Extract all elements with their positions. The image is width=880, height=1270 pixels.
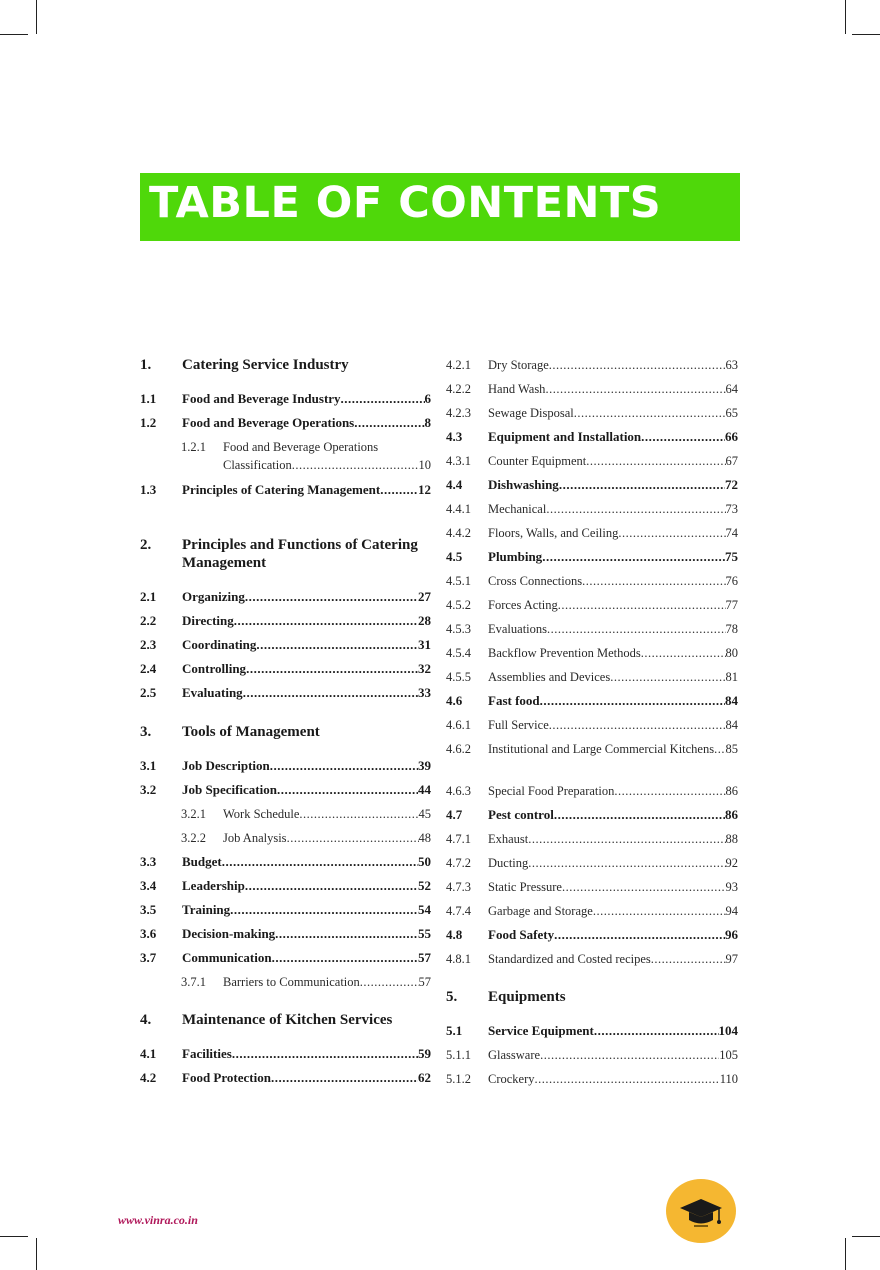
crop-mark [0,1236,28,1237]
toc-entry-page: 31 [418,637,431,652]
dot-leader [540,1046,719,1064]
toc-entry-page: 77 [725,598,738,612]
toc-entry-title: Dishwashing [488,477,559,492]
toc-entry-number: 3.1 [140,758,157,773]
toc-entry-number: 4. [140,1012,152,1028]
toc-entry-number: 1.1 [140,391,157,406]
toc-entry-page: 97 [725,952,738,966]
dot-leader [535,1070,720,1088]
toc-entry-title: Catering Service Industry [182,357,349,373]
dot-leader [614,782,725,800]
toc-entry-number: 4.7.4 [446,904,471,918]
toc-entry-page: 96 [725,927,738,942]
dot-leader [547,620,725,638]
crop-mark [852,1236,880,1237]
toc-entry-page: 57 [418,950,431,965]
crop-mark [36,0,37,34]
toc-entry-title: Food Protection [182,1070,271,1085]
toc-entry-title: Pest control [488,807,554,822]
dot-leader [558,596,726,614]
dot-leader [243,684,418,702]
toc-entry-number: 4.7.1 [446,832,471,846]
toc-entry-page: 62 [418,1070,431,1085]
toc-entry-page: 6 [424,391,431,406]
toc-entry-number: 4.7.2 [446,856,471,870]
toc-entry-page: 39 [418,758,431,773]
dot-leader [245,588,418,606]
toc-entry-page: 85 [725,742,738,756]
toc-entry-title: Directing [182,613,234,628]
toc-entry-page: 44 [418,782,431,797]
toc-entry-title: Equipments [488,989,566,1005]
toc-entry-page: 86 [725,807,738,822]
toc-entry-title: Hand Wash [488,382,546,396]
toc-entry-title: Floors, Walls, and Ceiling [488,526,619,540]
dot-leader [714,740,725,758]
dot-leader [528,830,725,848]
toc-entry-title: Job Analysis [223,831,287,845]
toc-entry-page: 66 [725,429,738,444]
toc-entry-number: 4.2 [140,1070,157,1085]
dot-leader [528,854,725,872]
dot-leader [272,949,418,967]
dot-leader [574,404,726,422]
toc-entry-number: 4.5.5 [446,670,471,684]
dot-leader [246,660,418,678]
toc-entry-title: Mechanical [488,502,547,516]
crop-mark [845,1238,846,1270]
toc-entry-title: Evaluations [488,622,548,636]
toc-entry-number: 4.5.3 [446,622,471,636]
dot-leader [545,380,725,398]
dot-leader [618,524,725,542]
toc-entry-number: 3.2 [140,782,157,797]
dot-leader [554,806,725,824]
dot-leader [593,902,726,920]
dot-leader [610,668,725,686]
toc-entry-title: Job Description [182,758,270,773]
toc-entry-number: 4.6.2 [446,742,471,756]
toc-entry-number: 5. [446,989,458,1005]
dot-leader [542,548,725,566]
toc-entry-title: Food and Beverage Industry [182,391,341,406]
toc-entry-page: 50 [418,854,431,869]
toc-entry-number: 3.2.1 [181,807,206,821]
dot-leader [271,1069,418,1087]
toc-entry-title: Classification [223,458,292,472]
toc-entry-title: Management [182,555,267,571]
toc-entry-title: Training [182,902,231,917]
dot-leader [256,636,418,654]
logo [666,1179,736,1243]
toc-entry-page: 84 [725,718,738,732]
toc-entry-title: Maintenance of Kitchen Services [182,1012,393,1028]
toc-entry-page: 52 [418,878,431,893]
dot-leader [546,500,725,518]
toc-entry-title: Sewage Disposal [488,406,574,420]
graduation-cap-icon [666,1179,736,1243]
toc-entry-page: 28 [418,613,431,628]
toc-entry-number: 5.1.1 [446,1048,471,1062]
toc-entry-page: 45 [418,807,431,821]
toc-entry-title: Crockery [488,1072,535,1086]
dot-leader [299,805,418,823]
toc-entry-page: 8 [424,415,431,430]
dot-leader [222,853,418,871]
toc-entry-number: 3.2.2 [181,831,206,845]
toc-entry-number: 3.7.1 [181,975,206,989]
dot-leader [582,572,725,590]
toc-entry-number: 5.1 [446,1023,463,1038]
toc-entry-title: Ducting [488,856,529,870]
toc-entry-number: 4.5.2 [446,598,471,612]
toc-entry-title: Dry Storage [488,358,549,372]
dot-leader [641,644,726,662]
crop-mark [852,34,880,35]
dot-leader [245,877,418,895]
toc-entry-title: Decision-making [182,926,276,941]
toc-entry-title: Food Safety [488,927,555,942]
toc-entry-page: 57 [418,975,431,989]
toc-entry-page: 74 [725,526,738,540]
toc-entry-number: 4.1 [140,1046,157,1061]
toc-entry-page: 75 [725,549,738,564]
toc-entry-title: Controlling [182,661,247,676]
toc-entry-number: 4.2.1 [446,358,471,372]
dot-leader [275,925,418,943]
toc-entry-page: 76 [725,574,738,588]
toc-entry-number: 5.1.2 [446,1072,471,1086]
toc-entry-page: 65 [725,406,738,420]
dot-leader [230,901,418,919]
toc-entry-title: Service Equipment [488,1023,594,1038]
toc-entry-title: Evaluating [182,685,243,700]
toc-entry-title: Backflow Prevention Methods [488,646,641,660]
dot-leader [549,356,726,374]
toc-entry-page: 84 [725,693,738,708]
toc-entry-number: 1.2 [140,415,157,430]
dot-leader [270,757,418,775]
toc-entry-title: Static Pressure [488,880,562,894]
toc-entry-title: Barriers to Communication [223,975,360,989]
toc-entry-title: Tools of Management [182,724,320,740]
dot-leader [354,414,424,432]
toc-entry-title: Full Service [488,718,549,732]
toc-entry-title: Organizing [182,589,245,604]
toc-entry-number: 3.3 [140,854,157,869]
toc-entry-title: Garbage and Storage [488,904,593,918]
toc-entry-page: 72 [725,477,738,492]
toc-entry-page: 80 [725,646,738,660]
toc-entry-number: 3. [140,724,152,740]
toc-entry-page: 88 [725,832,738,846]
toc-entry-number: 2.5 [140,685,157,700]
toc-entry-title: Coordinating [182,637,257,652]
toc-entry-number: 2.3 [140,637,157,652]
toc-entry-number: 3.6 [140,926,157,941]
toc-entry-number: 2.2 [140,613,157,628]
toc-entry-page: 105 [719,1048,738,1062]
toc-entry-title: Fast food [488,693,540,708]
dot-leader [360,973,419,991]
toc-entry-number: 4.5 [446,549,463,564]
toc-entry-page: 10 [418,458,431,472]
dot-leader [292,456,419,474]
dot-leader [232,1045,418,1063]
toc-entry-title: Exhaust [488,832,529,846]
toc-entry-title: Counter Equipment [488,454,587,468]
dot-leader [559,476,725,494]
toc-entry-page: 32 [418,661,431,676]
toc-entry-page: 81 [725,670,738,684]
dot-leader [341,390,425,408]
toc-entry-title: Forces Acting [488,598,558,612]
toc-entry-title: Principles of Catering Management [182,482,381,497]
toc-entry-number: 4.6.1 [446,718,471,732]
toc-entry-title: Institutional and Large Commercial Kitchens [488,742,715,756]
dot-leader [380,481,418,499]
toc-entry-number: 4.8.1 [446,952,471,966]
toc-entry-number: 4.7.3 [446,880,471,894]
toc-entry-page: 92 [725,856,738,870]
toc-entry-page: 59 [418,1046,431,1061]
toc-entry-page: 55 [418,926,431,941]
dot-leader [562,878,726,896]
toc-entry-number: 4.6.3 [446,784,471,798]
toc-entry-number: 4.2.3 [446,406,471,420]
page-title: TABLE OF CONTENTS [149,178,662,228]
toc-entry-title: Work Schedule [223,807,300,821]
toc-entry-page: 86 [725,784,738,798]
crop-mark [845,0,846,34]
toc-entry-title: Glassware [488,1048,541,1062]
toc-entry-number: 3.4 [140,878,157,893]
dot-leader [287,829,419,847]
toc-entry-page: 33 [418,685,431,700]
title-banner [140,173,740,241]
toc-entry-number: 4.4 [446,477,463,492]
toc-entry-title: Job Specification [182,782,277,797]
toc-entry-page: 93 [725,880,738,894]
dot-leader [651,950,726,968]
toc-entry-page: 64 [725,382,738,396]
dot-leader [234,612,418,630]
crop-mark [0,34,28,35]
toc-entry-page: 12 [418,482,431,497]
toc-entry-number: 4.4.2 [446,526,471,540]
dot-leader [594,1022,719,1040]
toc-entry-page: 73 [725,502,738,516]
toc-entry-number: 4.6 [446,693,463,708]
toc-entry-number: 4.3.1 [446,454,471,468]
toc-entry-title: Equipment and Installation [488,429,642,444]
toc-entry-title: Assemblies and Devices [488,670,611,684]
crop-mark [36,1238,37,1270]
dot-leader [549,716,726,734]
toc-entry-number: 2.1 [140,589,157,604]
toc-entry-title: Communication [182,950,272,965]
toc-entry-number: 1. [140,357,152,373]
toc-entry-page: 78 [725,622,738,636]
toc-entry-number: 2. [140,537,152,553]
dot-leader [554,926,725,944]
toc-entry-page: 54 [418,902,431,917]
toc-entry-title: Facilities [182,1046,232,1061]
toc-entry-number: 3.7 [140,950,157,965]
toc-entry-page: 67 [725,454,738,468]
toc-entry-title: Cross Connections [488,574,583,588]
toc-entry-number: 1.2.1 [181,440,206,454]
toc-entry-page: 48 [418,831,431,845]
toc-entry-page: 27 [418,589,431,604]
dot-leader [540,692,725,710]
dot-leader [277,781,418,799]
dot-leader [586,452,725,470]
toc-entry-page: 110 [719,1072,738,1086]
toc-entry-number: 4.5.4 [446,646,471,660]
toc-entry-number: 4.4.1 [446,502,471,516]
toc-entry-title: Budget [182,854,222,869]
toc-entry-number: 4.7 [446,807,463,822]
dot-leader [641,428,725,446]
toc-entry-number: 4.5.1 [446,574,471,588]
toc-entry-title: Food and Beverage Operations [182,415,355,430]
toc-entry-number: 3.5 [140,902,157,917]
toc-entry-page: 63 [725,358,738,372]
footer-url[interactable]: www.vinra.co.in [118,1213,198,1227]
toc-entry-page: 104 [718,1023,738,1038]
toc-entry-page: 94 [725,904,738,918]
toc-entry-title: Special Food Preparation [488,784,615,798]
toc-entry-title: Leadership [182,878,245,893]
toc-entry-number: 1.3 [140,482,157,497]
toc-entry-number: 2.4 [140,661,157,676]
toc-entry-title: Plumbing [488,549,543,564]
toc-entry-number: 4.8 [446,927,463,942]
toc-entry-number: 4.3 [446,429,463,444]
toc-entry-number: 4.2.2 [446,382,471,396]
toc-entry-title: Standardized and Costed recipes [488,952,651,966]
